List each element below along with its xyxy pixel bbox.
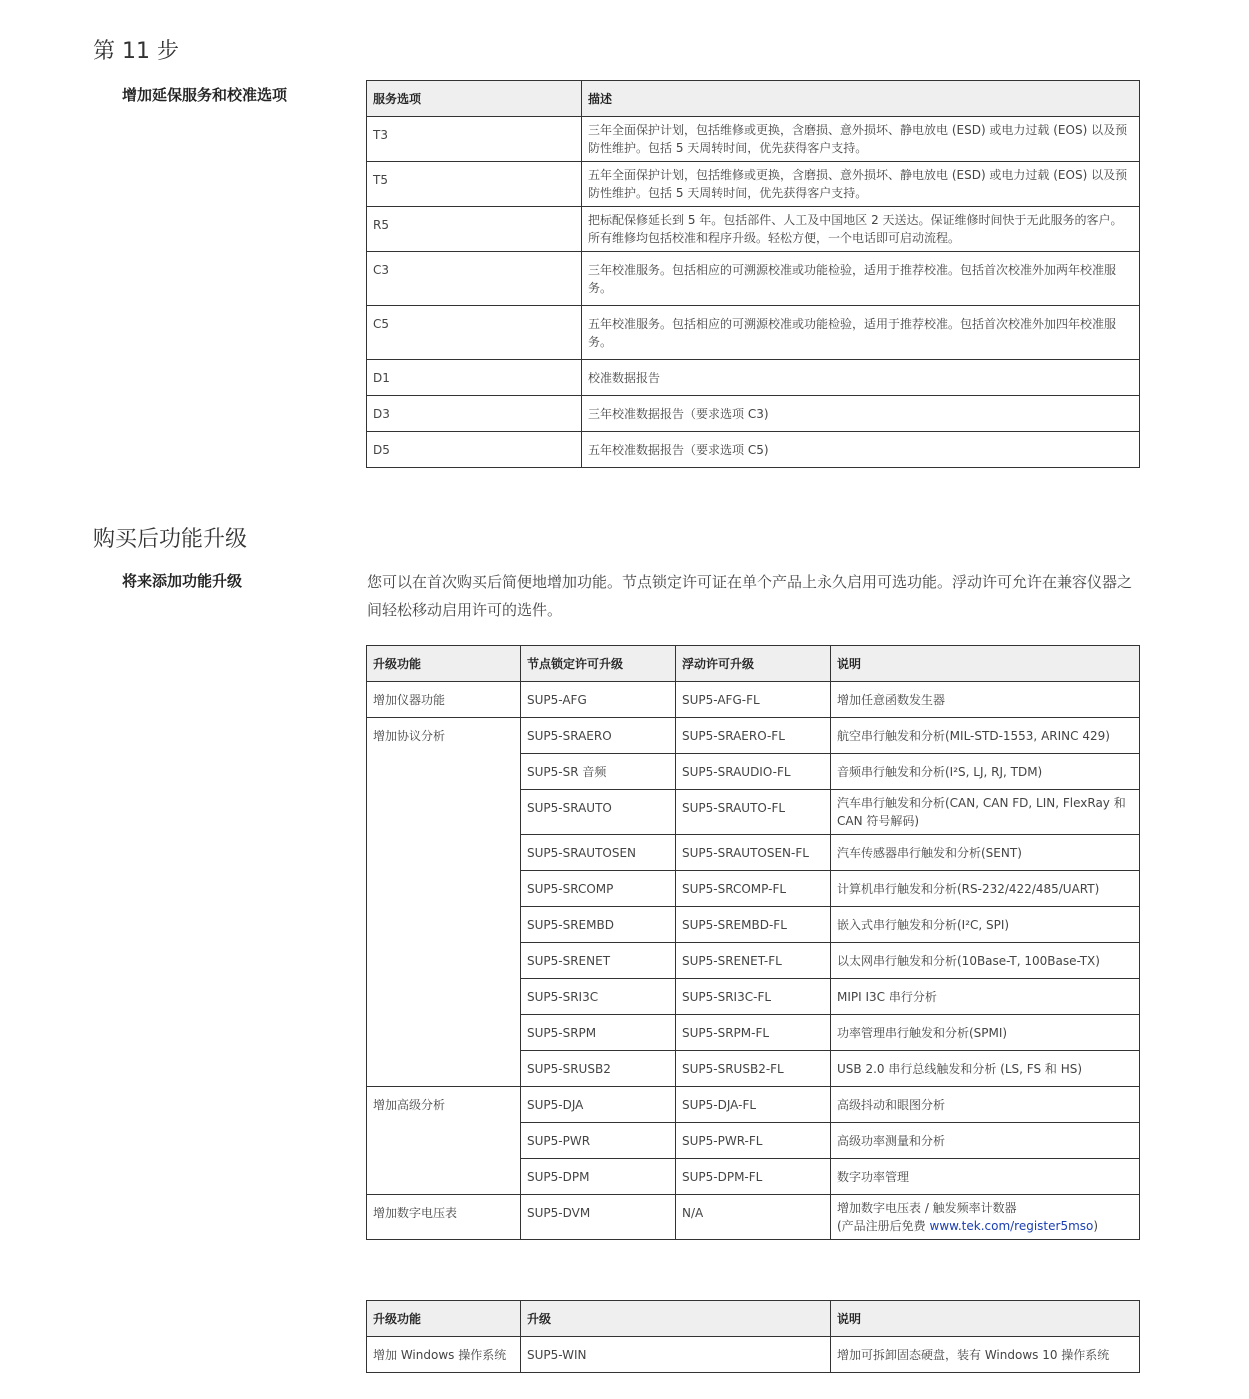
service-option-cell: T5 xyxy=(367,162,582,207)
description-cell: 功率管理串行触发和分析(SPMI) xyxy=(831,1015,1140,1051)
floating-cell: SUP5-DPM-FL xyxy=(676,1159,831,1195)
service-description-cell: 五年校准服务。包括相应的可溯源校准或功能检验，适用于推荐校准。包括首次校准外加四年校准服务。 xyxy=(582,306,1140,360)
description-cell: 汽车串行触发和分析(CAN, CAN FD, LIN, FlexRay 和 CAN 符号解码) xyxy=(831,790,1140,835)
description-cell: 数字功率管理 xyxy=(831,1159,1140,1195)
feature-cell: 增加协议分析 xyxy=(367,718,521,1087)
floating-cell: N/A xyxy=(676,1195,831,1240)
service-description-cell: 三年全面保护计划，包括维修或更换，含磨损、意外损坏、静电放电 (ESD) 或电力过载 (EOS) 以及预防性维护。包括 5 天周转时间，优先获得客户支持。 xyxy=(582,117,1140,162)
node-lock-cell: SUP5-SRAUTOSEN xyxy=(521,835,676,871)
column-header: 升级功能 xyxy=(367,1301,521,1337)
description-cell: 嵌入式串行触发和分析(I²C, SPI) xyxy=(831,907,1140,943)
upgrade-side-label: 将来添加功能升级 xyxy=(122,572,243,590)
column-header: 浮动许可升级 xyxy=(676,646,831,682)
description-cell: 增加可拆卸固态硬盘，装有 Windows 10 操作系统 xyxy=(831,1337,1140,1373)
register-link[interactable]: www.tek.com/register5mso xyxy=(929,1219,1094,1233)
table-row xyxy=(367,162,1140,207)
service-option-cell: D1 xyxy=(367,360,582,396)
section-title: 购买后功能升级 xyxy=(93,527,248,552)
floating-cell: SUP5-SRUSB2-FL xyxy=(676,1051,831,1087)
column-header: 节点锁定许可升级 xyxy=(521,646,676,682)
node-lock-cell: SUP5-SR 音频 xyxy=(521,754,676,790)
feature-cell: 增加仪器功能 xyxy=(367,682,521,718)
table-row xyxy=(367,682,1140,718)
table-row xyxy=(367,718,1140,754)
column-header: 描述 xyxy=(582,81,1140,117)
table-row xyxy=(367,117,1140,162)
description-cell: 航空串行触发和分析(MIL-STD-1553, ARINC 429) xyxy=(831,718,1140,754)
column-header: 服务选项 xyxy=(367,81,582,117)
service-side-label: 增加延保服务和校准选项 xyxy=(122,86,288,104)
table-row xyxy=(367,1337,1140,1373)
table-row xyxy=(367,1087,1140,1123)
description-cell: 音频串行触发和分析(I²S, LJ, RJ, TDM) xyxy=(831,754,1140,790)
floating-cell: SUP5-SRENET-FL xyxy=(676,943,831,979)
node-lock-cell: SUP5-AFG xyxy=(521,682,676,718)
feature-cell: 增加 Windows 操作系统 xyxy=(367,1337,521,1373)
service-option-cell: T3 xyxy=(367,117,582,162)
column-header: 升级功能 xyxy=(367,646,521,682)
feature-cell: 增加高级分析 xyxy=(367,1087,521,1195)
dvm-description: 增加数字电压表 / 触发频率计数器 xyxy=(837,1201,1017,1215)
upgrade-table xyxy=(366,645,1140,1240)
node-lock-cell: SUP5-SRAUTO xyxy=(521,790,676,835)
service-description-cell: 把标配保修延长到 5 年。包括部件、人工及中国地区 2 天送达。保证维修时间快于无此服务的客户。所有维修均包括校准和程序升级。轻松方便，一个电话即可启动流程。 xyxy=(582,207,1140,252)
table-header-row xyxy=(367,81,1140,117)
table-header-row xyxy=(367,1301,1140,1337)
dvm-note: (产品注册后免费 www.tek.com/register5mso) xyxy=(837,1219,1099,1233)
table-row xyxy=(367,432,1140,468)
description-cell: 计算机串行触发和分析(RS-232/422/485/UART) xyxy=(831,871,1140,907)
description-cell: 汽车传感器串行触发和分析(SENT) xyxy=(831,835,1140,871)
column-header: 升级 xyxy=(521,1301,831,1337)
service-table xyxy=(366,80,1140,468)
description-cell xyxy=(831,1195,1140,1240)
description-cell: MIPI I3C 串行分析 xyxy=(831,979,1140,1015)
table-row xyxy=(367,396,1140,432)
table-row xyxy=(367,306,1140,360)
service-option-cell: C5 xyxy=(367,306,582,360)
column-header: 说明 xyxy=(831,1301,1140,1337)
table-row xyxy=(367,207,1140,252)
service-option-cell: D5 xyxy=(367,432,582,468)
feature-cell: 增加数字电压表 xyxy=(367,1195,521,1240)
floating-cell: SUP5-SRAERO-FL xyxy=(676,718,831,754)
step-title: 第 11 步 xyxy=(93,39,179,64)
floating-cell: SUP5-DJA-FL xyxy=(676,1087,831,1123)
node-lock-cell: SUP5-SRCOMP xyxy=(521,871,676,907)
service-description-cell: 三年校准服务。包括相应的可溯源校准或功能检验，适用于推荐校准。包括首次校准外加两年校准服务。 xyxy=(582,252,1140,306)
service-description-cell: 五年全面保护计划，包括维修或更换，含磨损、意外损坏、静电放电 (ESD) 或电力过载 (EOS) 以及预防性维护。包括 5 天周转时间，优先获得客户支持。 xyxy=(582,162,1140,207)
windows-table xyxy=(366,1300,1140,1373)
floating-cell: SUP5-AFG-FL xyxy=(676,682,831,718)
floating-cell: SUP5-SRCOMP-FL xyxy=(676,871,831,907)
node-lock-cell: SUP5-SRENET xyxy=(521,943,676,979)
upgrade-cell: SUP5-WIN xyxy=(521,1337,831,1373)
node-lock-cell: SUP5-DVM xyxy=(521,1195,676,1240)
node-lock-cell: SUP5-PWR xyxy=(521,1123,676,1159)
table-row xyxy=(367,252,1140,306)
table-header-row xyxy=(367,646,1140,682)
node-lock-cell: SUP5-SRAERO xyxy=(521,718,676,754)
description-cell: 以太网串行触发和分析(10Base-T, 100Base-TX) xyxy=(831,943,1140,979)
service-description-cell: 校准数据报告 xyxy=(582,360,1140,396)
floating-cell: SUP5-PWR-FL xyxy=(676,1123,831,1159)
floating-cell: SUP5-SRI3C-FL xyxy=(676,979,831,1015)
table-row xyxy=(367,360,1140,396)
intro-paragraph: 您可以在首次购买后简便地增加功能。节点锁定许可证在单个产品上永久启用可选功能。浮动许可允许在兼容仪器之间轻松移动启用许可的选件。 xyxy=(367,573,1133,619)
floating-cell: SUP5-SRPM-FL xyxy=(676,1015,831,1051)
description-cell: 增加任意函数发生器 xyxy=(831,682,1140,718)
floating-cell: SUP5-SRAUTOSEN-FL xyxy=(676,835,831,871)
node-lock-cell: SUP5-SRI3C xyxy=(521,979,676,1015)
service-option-cell: D3 xyxy=(367,396,582,432)
service-description-cell: 三年校准数据报告（要求选项 C3) xyxy=(582,396,1140,432)
description-cell: 高级功率测量和分析 xyxy=(831,1123,1140,1159)
node-lock-cell: SUP5-SREMBD xyxy=(521,907,676,943)
node-lock-cell: SUP5-DPM xyxy=(521,1159,676,1195)
service-description-cell: 五年校准数据报告（要求选项 C5) xyxy=(582,432,1140,468)
service-option-cell: R5 xyxy=(367,207,582,252)
service-option-cell: C3 xyxy=(367,252,582,306)
table-row xyxy=(367,1195,1140,1240)
node-lock-cell: SUP5-DJA xyxy=(521,1087,676,1123)
description-cell: USB 2.0 串行总线触发和分析 (LS, FS 和 HS) xyxy=(831,1051,1140,1087)
description-cell: 高级抖动和眼图分析 xyxy=(831,1087,1140,1123)
floating-cell: SUP5-SRAUDIO-FL xyxy=(676,754,831,790)
floating-cell: SUP5-SRAUTO-FL xyxy=(676,790,831,835)
node-lock-cell: SUP5-SRPM xyxy=(521,1015,676,1051)
floating-cell: SUP5-SREMBD-FL xyxy=(676,907,831,943)
column-header: 说明 xyxy=(831,646,1140,682)
node-lock-cell: SUP5-SRUSB2 xyxy=(521,1051,676,1087)
